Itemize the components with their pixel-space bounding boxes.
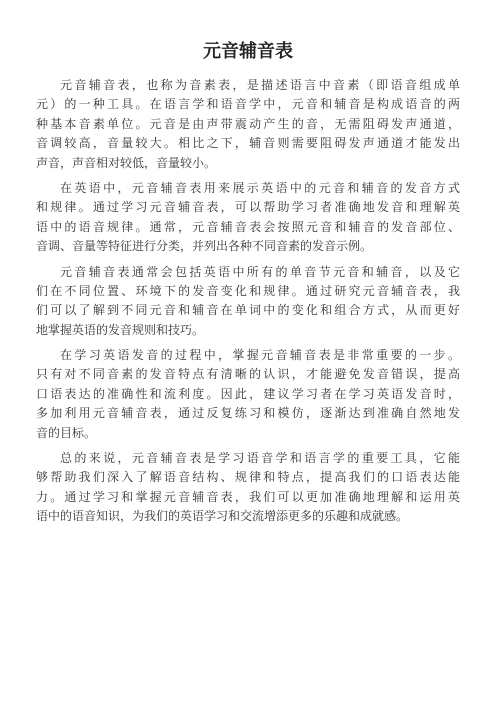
paragraph-line: 元音辅音表，也称为音素表，是描述语言中音素（即语音组成单 [60, 78, 460, 92]
document-body [36, 76, 460, 533]
paragraph-line: 在学习英语发音的过程中，掌握元音辅音表是非常重要的一步。 [60, 348, 460, 363]
paragraph-line: 地掌握英语的发音规则和技巧。 [36, 322, 205, 337]
paragraph-3 [36, 263, 460, 341]
paragraph-line: 种基本音素单位。元音是由声带震动产生的音，无需阻碍发声通道， [36, 116, 460, 131]
paragraph-line: 总的来说，元音辅音表是学习语音学和语言学的重要工具，它能 [60, 451, 460, 466]
paragraph-line: 们可以了解到不同元音和辅音在单词中的变化和组合方式，从而更好 [36, 303, 460, 318]
paragraph-line: 力。通过学习和掌握元音辅音表，我们可以更加准确地理解和运用英 [36, 489, 460, 504]
paragraph-line: 音调、音量等特征进行分类，并列出各种不同音素的发音示例。 [36, 239, 373, 254]
paragraph-line: 们在不同位置、环境下的发音变化和规律。通过研究元音辅音表，我 [36, 283, 460, 298]
paragraph-1 [36, 76, 460, 173]
paragraph-line: 音调较高，音量较大。相比之下，辅音则需要阻碍发声通道才能发出 [36, 136, 460, 151]
paragraph-line: 多加利用元音辅音表，通过反复练习和模仿，逐渐达到准确自然地发 [36, 406, 460, 421]
paragraph-line: 够帮助我们深入了解语音结构、规律和特点，提高我们的口语表达能 [36, 470, 460, 485]
paragraph-line: 音的目标。 [36, 425, 97, 440]
paragraph-line: 只有对不同音素的发音特点有清晰的认识，才能避免发音错误，提高 [36, 367, 460, 382]
paragraph-2 [36, 179, 460, 257]
paragraph-5 [36, 449, 460, 527]
paragraph-line: 口语表达的准确性和流利度。因此，建议学习者在学习英语发音时， [36, 386, 460, 401]
paragraph-line: 元）的一种工具。在语言学和语音学中，元音和辅音是构成语音的两 [36, 97, 460, 112]
paragraph-line: 声音，声音相对较低，音量较小。 [36, 155, 217, 170]
paragraph-line: 和规律。通过学习元音辅音表，可以帮助学习者准确地发音和理解英 [36, 200, 460, 215]
paragraph-line: 在英语中，元音辅音表用来展示英语中的元音和辅音的发音方式 [60, 180, 460, 195]
paragraph-line: 元音辅音表通常会包括英语中所有的单音节元音和辅音，以及它 [60, 264, 460, 279]
paragraph-4 [36, 346, 460, 443]
paragraph-line: 语中的语音知识，为我们的英语学习和交流增添更多的乐趣和成就感。 [36, 509, 409, 524]
document-title: 元音辅音表 [203, 41, 293, 62]
paragraph-line: 语中的语音规律。通常，元音辅音表会按照元音和辅音的发音部位、 [36, 219, 460, 234]
